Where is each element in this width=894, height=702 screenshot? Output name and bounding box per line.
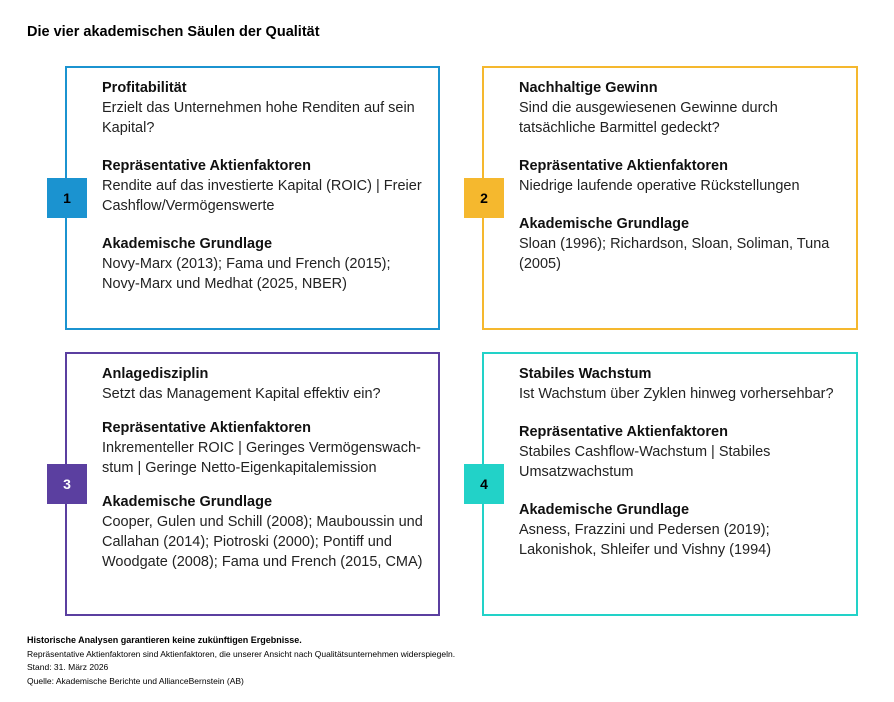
pillar-content — [102, 364, 426, 590]
factors-text: Rendite auf das investierte Kapital (ROIC) | Freier Cashflow/Vermögenswerte — [102, 178, 422, 214]
basis-heading: Akademische Grundlage — [519, 502, 690, 518]
pillar-question: Erzielt das Unternehmen hohe Renditen auf sein Kapital? — [102, 100, 415, 136]
pillar-box-1 — [65, 66, 440, 330]
disclaimer: Historische Analysen garantieren keine zukünftigen Ergebnisse. — [27, 635, 302, 645]
pillar-number-badge: 4 — [464, 464, 504, 504]
factors-text: Stabiles Cashflow-Wachstum | Stabiles Umsatzwachstum — [519, 444, 771, 480]
factors-text: Inkrementeller ROIC | Geringes Vermögenswachstum | Geringe Netto-Eigenkapitalemission — [102, 440, 421, 476]
basis-text: Sloan (1996); Richardson, Sloan, Soliman, Tuna (2005) — [519, 236, 830, 272]
pillar-content — [519, 78, 844, 292]
pillar-box-3 — [65, 352, 440, 616]
pillar-number-badge: 3 — [47, 464, 87, 504]
basis-text: Novy-Marx (2013); Fama und French (2015); Novy-Marx und Medhat (2025, NBER) — [102, 256, 391, 292]
footnote: Repräsentative Aktienfaktoren sind Aktienfaktoren, die unserer Ansicht nach Qualitätsunternehmen widerspiegeln. — [27, 648, 456, 659]
pillar-heading: Profitabilität — [102, 80, 187, 96]
basis-heading: Akademische Grundlage — [102, 494, 273, 510]
pillar-number-badge: 1 — [47, 178, 87, 218]
basis-text: Asness, Frazzini und Pedersen (2019); Lakonishok, Shleifer und Vishny (1994) — [519, 522, 772, 558]
pillar-content — [102, 78, 426, 312]
pillar-question: Setzt das Management Kapital effektiv ein? — [102, 386, 381, 402]
source-note: Quelle: Akademische Berichte und AllianceBernstein (AB) — [27, 675, 244, 686]
pillar-content — [519, 364, 844, 578]
factors-heading: Repräsentative Aktienfaktoren — [519, 158, 728, 174]
pillar-heading: Nachhaltige Gewinn — [519, 80, 658, 96]
pillar-heading: Anlagedisziplin — [102, 366, 209, 382]
basis-heading: Akademische Grundlage — [102, 236, 273, 252]
date-note: Stand: 31. März 2026 — [27, 662, 109, 672]
pillar-box-4 — [482, 352, 858, 616]
factors-heading: Repräsentative Aktienfaktoren — [519, 424, 728, 440]
basis-text: Cooper, Gulen und Schill (2008); Mauboussin und Callahan (2014); Piotroski (2000); Pontiff und Woodgate (2008); Fama und French (2015, CMA) — [102, 514, 423, 570]
footer-notes — [27, 634, 455, 688]
pillar-question: Sind die ausgewiesenen Gewinne durch tatsächliche Barmittel gedeckt? — [519, 100, 778, 136]
factors-heading: Repräsentative Aktienfaktoren — [102, 158, 311, 174]
pillar-heading: Stabiles Wachstum — [519, 366, 652, 382]
pillar-box-2 — [482, 66, 858, 330]
pillar-question: Ist Wachstum über Zyklen hinweg vorhersehbar? — [519, 386, 834, 402]
basis-heading: Akademische Grundlage — [519, 216, 690, 232]
pillar-number-badge: 2 — [464, 178, 504, 218]
page-title: Die vier akademischen Säulen der Qualität — [27, 24, 320, 40]
factors-text: Niedrige laufende operative Rückstellungen — [519, 178, 800, 194]
factors-heading: Repräsentative Aktienfaktoren — [102, 420, 311, 436]
